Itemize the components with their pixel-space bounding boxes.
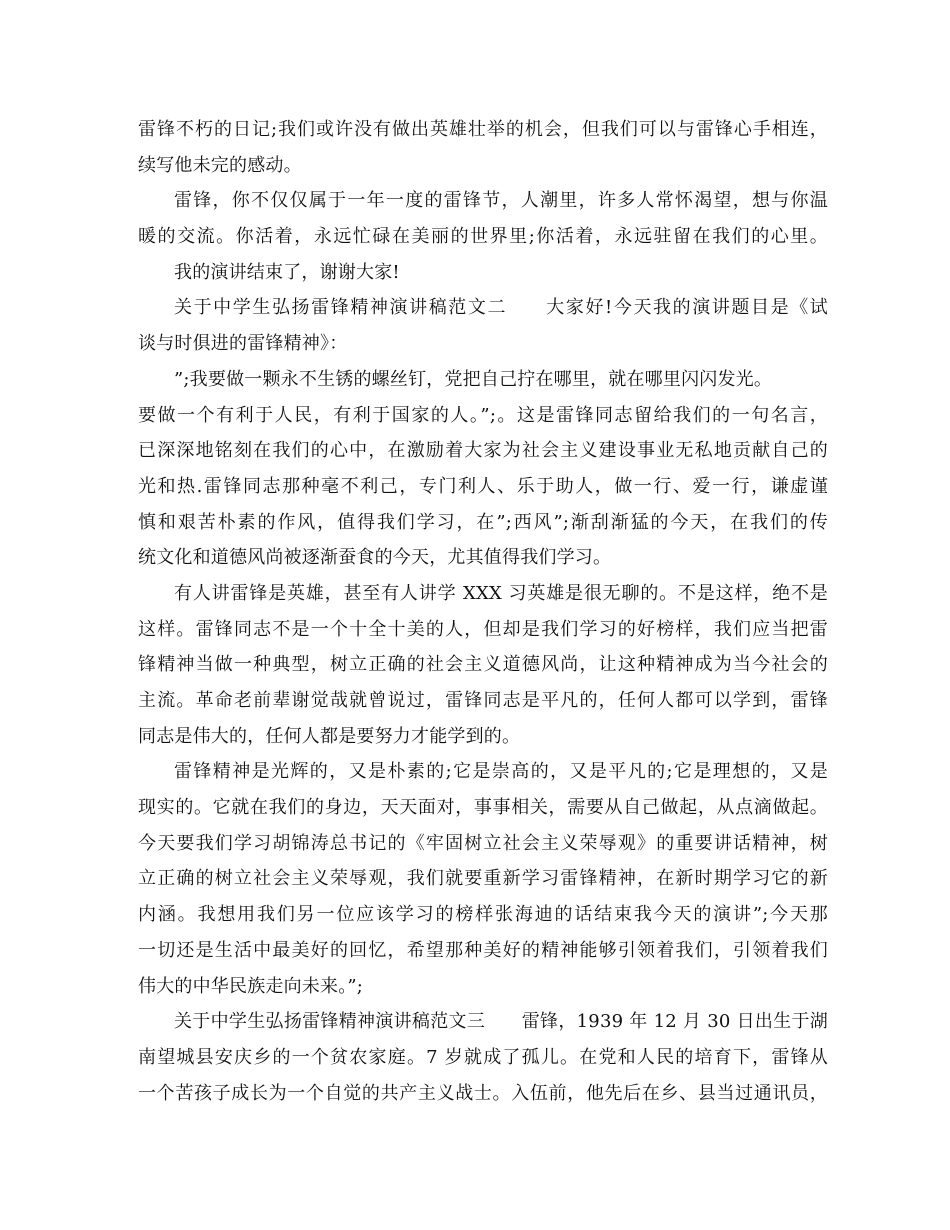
text-line: 这样。雷锋同志不是一个十全十美的人，但却是我们学习的好榜样，我们应当把雷	[138, 618, 828, 640]
text-line: 谈与时俱进的雷锋精神》：	[138, 333, 348, 355]
text-line: 雷锋精神是光辉的，又是朴素的;它是崇高的，又是平凡的;它是理想的，又是	[174, 761, 828, 783]
text-line: 一个苦孩子成长为一个自觉的共产主义战士。入伍前，他先后在乡、县当过通讯员，	[138, 1082, 828, 1104]
document-body	[138, 112, 828, 1111]
text-line: 今天要我们学习胡锦涛总书记的《牢固树立社会主义荣辱观》的重要讲话精神，树	[138, 832, 828, 854]
text-line: 内涵。我想用我们另一位应该学习的榜样张海迪的话结束我今天的演讲”;今天那	[138, 904, 828, 926]
text-line: 慎和艰苦朴素的作风，值得我们学习，在”;西风”;渐刮渐猛的今天，在我们的传	[138, 511, 828, 533]
text-line: 关于中学生弘扬雷锋精神演讲稿范文二 大家好!今天我的演讲题目是《试	[174, 297, 828, 319]
text-line: 暖的交流。你活着，永远忙碌在美丽的世界里;你活着，永远驻留在我们的心里。	[138, 226, 828, 248]
text-line: 一切还是生活中最美好的回忆，希望那种美好的精神能够引领着我们，引领着我们	[138, 939, 828, 961]
text-line: 统文化和道德风尚被逐渐蚕食的今天，尤其值得我们学习。	[138, 547, 612, 569]
text-line: 立正确的树立社会主义荣辱观，我们就要重新学习雷锋精神，在新时期学习它的新	[138, 868, 828, 890]
text-line: 光和热.雷锋同志那种毫不利己，专门利人、乐于助人，做一行、爱一行，谦虚谨	[138, 475, 828, 497]
text-line: 要做一个有利于人民，有利于国家的人。”;。这是雷锋同志留给我们的一句名言，	[138, 404, 828, 426]
text-line: 南望城县安庆乡的一个贫农家庭。7 岁就成了孤儿。在党和人民的培育下，雷锋从	[138, 1046, 828, 1068]
text-line: 同志是伟大的，任何人都是要努力才能学到的。	[138, 725, 521, 747]
text-line: 续写他未完的感动。	[138, 154, 302, 176]
text-line: ”;我要做一颗永不生锈的螺丝钉，党把自己拧在哪里，就在哪里闪闪发光。	[174, 368, 773, 390]
text-line: 伟大的中华民族走向未来。”;	[138, 975, 364, 997]
text-line: 关于中学生弘扬雷锋精神演讲稿范文三 雷锋，1939 年 12 月 30 日出生于湖	[174, 1011, 828, 1033]
text-line: 有人讲雷锋是英雄，甚至有人讲学 XXX 习英雄是很无聊的。不是这样，绝不是	[174, 582, 828, 604]
text-line: 我的演讲结束了，谢谢大家!	[174, 261, 400, 283]
text-line: 雷锋不朽的日记;我们或许没有做出英雄壮举的机会，但我们可以与雷锋心手相连，	[138, 119, 828, 140]
text-line: 主流。革命老前辈谢觉哉就曾说过，雷锋同志是平凡的，任何人都可以学到，雷锋	[138, 690, 828, 711]
text-line: 已深深地铭刻在我们的心中，在激励着大家为社会主义建设事业无私地贡献自己的	[138, 440, 828, 462]
text-line: 锋精神当做一种典型，树立正确的社会主义道德风尚，让这种精神成为当今社会的	[138, 654, 828, 676]
text-line: 雷锋，你不仅仅属于一年一度的雷锋节，人潮里，许多人常怀渴望，想与你温	[174, 190, 828, 212]
text-line: 现实的。它就在我们的身边，天天面对，事事相关，需要从自己做起，从点滴做起。	[138, 797, 828, 819]
